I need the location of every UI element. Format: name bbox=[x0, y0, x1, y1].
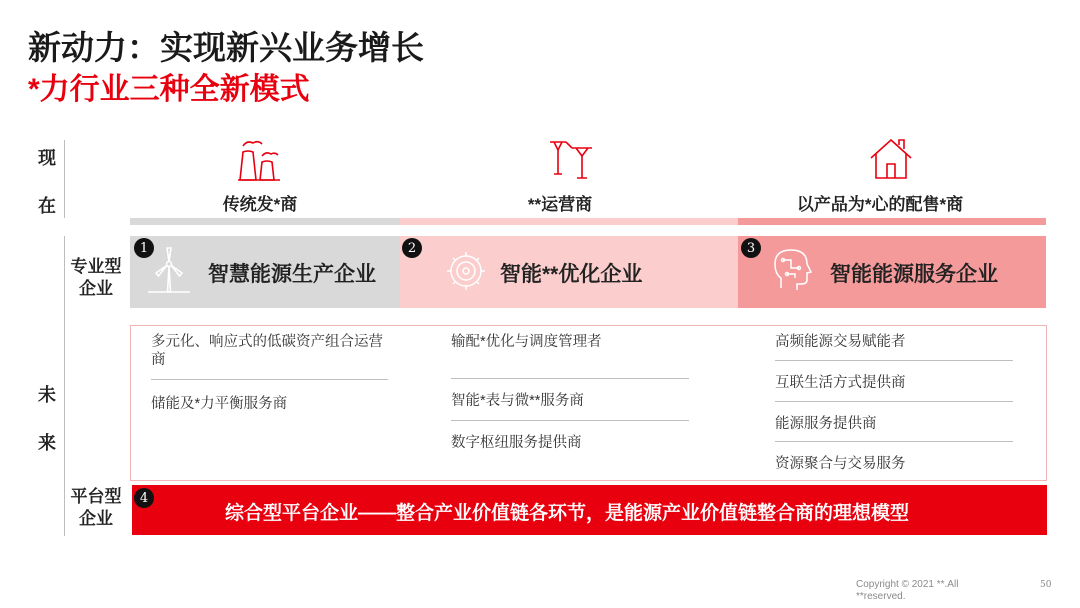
role-item: 高频能源交易赋能者 bbox=[775, 334, 906, 350]
enterprise-label-service: 智能能源服务企业 bbox=[830, 263, 998, 286]
role-separator bbox=[775, 360, 1013, 361]
role-separator bbox=[451, 378, 689, 379]
present-char-1: 现 bbox=[38, 148, 56, 168]
role-item: 储能及*力平衡服务商 bbox=[151, 396, 288, 412]
bar-generator bbox=[130, 218, 400, 225]
page-number: 50 bbox=[1040, 580, 1052, 590]
role-item: 输配*优化与调度管理者 bbox=[451, 334, 602, 350]
role-item: 智能*表与微**服务商 bbox=[451, 393, 584, 409]
copyright-line1: Copyright © 2021 **.All bbox=[856, 579, 959, 590]
platform-label-line2: 企业 bbox=[79, 509, 113, 528]
copyright bbox=[856, 579, 958, 603]
ai-head-icon bbox=[771, 246, 815, 294]
category-label-retailer: 以产品为*心的配售*商 bbox=[796, 195, 964, 214]
role-separator bbox=[451, 420, 689, 421]
specialized-label-line2: 企业 bbox=[79, 279, 113, 298]
role-item: 数字枢纽服务提供商 bbox=[451, 435, 582, 451]
page-subtitle: *力行业三种全新模式 bbox=[28, 73, 310, 106]
role-item: 资源聚合与交易服务 bbox=[775, 456, 906, 472]
bar-retailer bbox=[738, 218, 1046, 225]
role-item: 多元化、响应式的低碳资产组合运营商 bbox=[151, 334, 383, 368]
power-plant-icon bbox=[234, 134, 284, 184]
category-label-generator: 传统发*商 bbox=[222, 195, 298, 214]
specialized-label-line1: 专业型 bbox=[70, 257, 122, 276]
bar-operator bbox=[400, 218, 738, 225]
house-icon bbox=[866, 134, 916, 184]
role-item: 能源服务提供商 bbox=[775, 416, 877, 432]
number-badge-3: 3 bbox=[741, 238, 761, 258]
future-char-2: 来 bbox=[38, 433, 56, 453]
number-badge-2: 2 bbox=[402, 238, 422, 258]
role-separator bbox=[151, 379, 388, 380]
enterprise-label-production: 智慧能源生产企业 bbox=[208, 263, 376, 286]
page-title: 新动力：实现新兴业务增长 bbox=[28, 29, 424, 66]
copyright-line2: **reserved. bbox=[856, 591, 906, 602]
present-divider bbox=[64, 140, 65, 218]
future-char-1: 未 bbox=[38, 385, 56, 405]
platform-description: 综合型平台企业——整合产业价值链各环节，是能源产业价值链整合商的理想模型 bbox=[225, 503, 910, 524]
role-separator bbox=[775, 401, 1013, 402]
platform-label-line1: 平台型 bbox=[70, 487, 122, 506]
number-badge-4: 4 bbox=[134, 488, 154, 508]
gear-circuit-icon bbox=[445, 250, 487, 292]
number-badge-1: 1 bbox=[134, 238, 154, 258]
role-separator bbox=[775, 441, 1013, 442]
specialized-enterprise-label bbox=[62, 256, 130, 300]
role-item: 互联生活方式提供商 bbox=[775, 375, 906, 391]
power-tower-icon bbox=[546, 134, 596, 184]
category-label-operator: **运营商 bbox=[527, 195, 593, 214]
present-char-2: 在 bbox=[38, 196, 56, 216]
wind-turbine-icon bbox=[146, 246, 192, 296]
enterprise-label-optimization: 智能**优化企业 bbox=[500, 263, 643, 286]
platform-enterprise-label bbox=[62, 486, 130, 530]
